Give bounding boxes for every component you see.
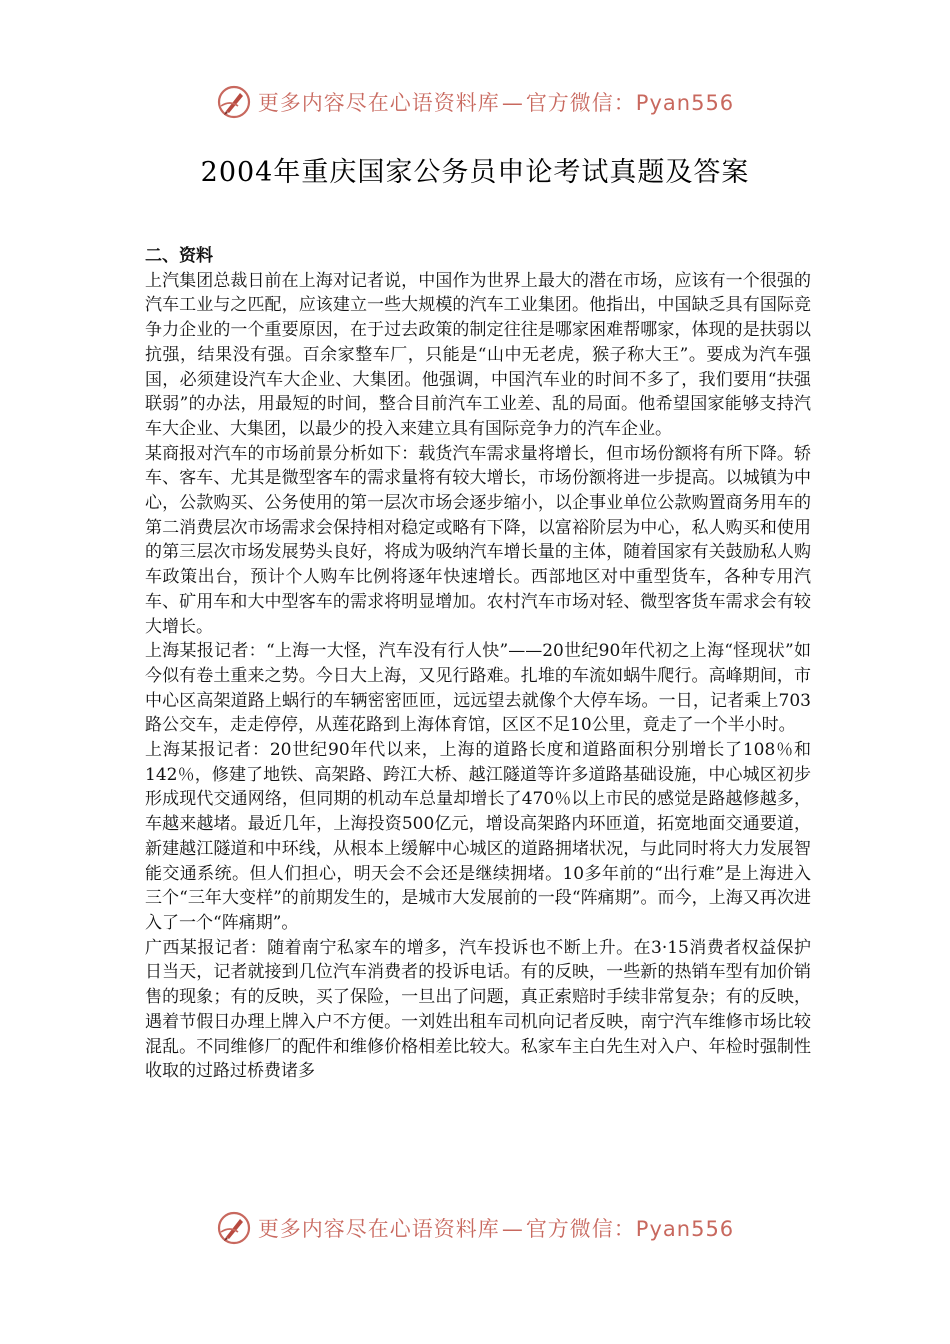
document-body	[145, 244, 811, 1084]
watermark-text: 更多内容尽在心语资料库—官方微信：Pyan556	[257, 91, 735, 115]
pen-logo-icon	[216, 1210, 252, 1246]
paragraph: 上海某报记者：20世纪90年代以来，上海的道路长度和道路面积分别增长了108％和142％，修建了地铁、高架路、跨江大桥、越江隧道等许多道路基础设施，中心城区初步形成现代交通网络，但同期的机动车总量却增长了470％以上市民的感觉是路越修越多，车越来越堵。最近几年，上海投资500亿元，增设高架路内环匝道，拓宽地面交通要道，新建越江隧道和中环线，从根本上缓解中心城区的道路拥堵状况，与此同时将大力发展智能交通系统。但人们担心，明天会不会还是继续拥堵。10多年前的“出行难”是上海进入三个“三年大变样”的前期发生的，是城市大发展前的一段“阵痛期”。而今，上海又再次进入了一个“阵痛期”。	[145, 740, 811, 933]
header-watermark-banner	[0, 80, 950, 124]
paragraph: 上汽集团总裁日前在上海对记者说，中国作为世界上最大的潜在市场，应该有一个很强的汽车工业与之匹配，应该建立一些大规模的汽车工业集团。他指出，中国缺乏具有国际竞争力企业的一个重要原因，在于过去政策的制定往往是哪家困难帮哪家，体现的是扶弱以抗强，结果没有强。百余家整车厂，只能是“山中无老虎，猴子称大王”。要成为汽车强国，必须建设汽车大企业、大集团。他强调，中国汽车业的时间不多了，我们要用“扶强联弱”的办法，用最短的时间，整合目前汽车工业差、乱的局面。他希望国家能够支持汽车大企业、大集团，以最少的投入来建立具有国际竞争力的汽车企业。	[145, 270, 811, 439]
paragraph: 广西某报记者：随着南宁私家车的增多，汽车投诉也不断上升。在3·15消费者权益保护日当天，记者就接到几位汽车消费者的投诉电话。有的反映，一些新的热销车型有加价销售的现象；有的反映，买了保险，一旦出了问题，真正索赔时手续非常复杂；有的反映，遇着节假日办理上牌入户不方便。一刘姓出租车司机向记者反映，南宁汽车维修市场比较混乱。不同维修厂的配件和维修价格相差比较大。私家车主白先生对入户、年检时强制性收取的过路过桥费诸多	[145, 937, 811, 1082]
footer-watermark-banner	[0, 1206, 950, 1250]
section-heading: 二、资料	[145, 246, 213, 266]
watermark-text: 更多内容尽在心语资料库—官方微信：Pyan556	[257, 1217, 735, 1241]
paragraph: 上海某报记者：“上海一大怪，汽车没有行人快”——20世纪90年代初之上海“怪现状”如今似有卷土重来之势。今日大上海，又见行路难。扎堆的车流如蜗牛爬行。高峰期间，市中心区高架道路上蜗行的车辆密密匝匝，远远望去就像个大停车场。一日，记者乘上703路公交车，走走停停，从莲花路到上海体育馆，区区不足10公里，竟走了一个半小时。	[145, 641, 811, 736]
pen-logo-icon	[216, 84, 252, 120]
paragraph: 某商报对汽车的市场前景分析如下：载货汽车需求量将增长，但市场份额将有所下降。轿车、客车、尤其是微型客车的需求量将有较大增长，市场份额将进一步提高。以城镇为中心，公款购买、公务使用的第一层次市场会逐步缩小，以企事业单位公款购置商务用车的第二消费层次市场需求会保持相对稳定或略有下降，以富裕阶层为中心，私人购买和使用的第三层次市场发展势头良好，将成为吸纳汽车增长量的主体，随着国家有关鼓励私人购车政策出台，预计个人购车比例将逐年快速增长。西部地区对中重型货车，各种专用汽车、矿用车和大中型客车的需求将明显增加。农村汽车市场对轻、微型客货车需求会有较大增长。	[145, 443, 811, 637]
document-title: 2004年重庆国家公务员申论考试真题及答案	[200, 157, 750, 188]
